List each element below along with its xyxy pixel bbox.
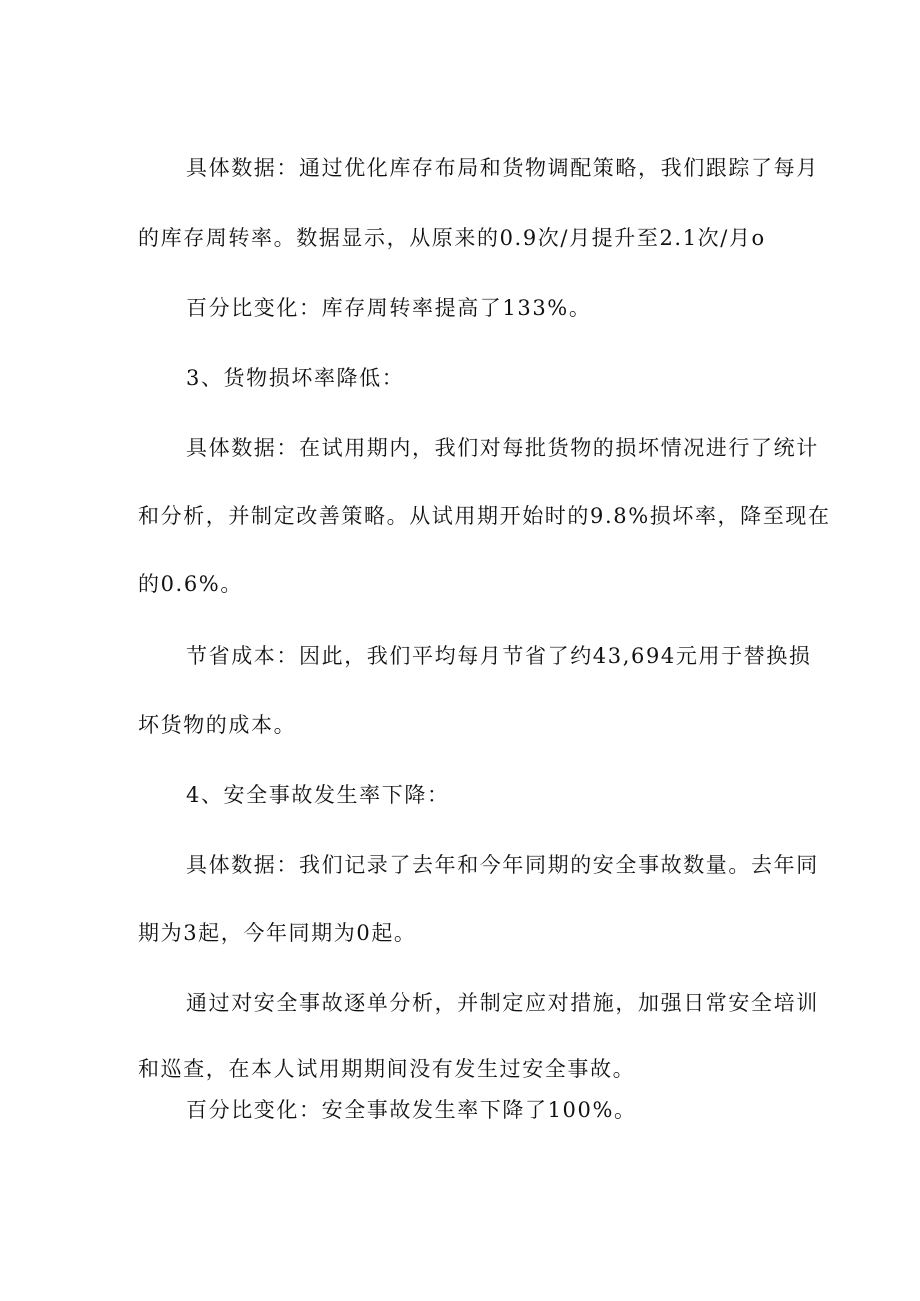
paragraph-line: 百分比变化：库存周转率提高了133%。 bbox=[186, 296, 592, 320]
paragraph-line: 具体数据：我们记录了去年和今年同期的安全事故数量。去年同 bbox=[186, 853, 819, 877]
paragraph-line: 具体数据：在试用期内，我们对每批货物的损坏情况进行了统计 bbox=[186, 436, 819, 460]
section-heading: 4、安全事故发生率下降： bbox=[186, 783, 450, 807]
paragraph-line: 百分比变化：安全事故发生率下降了100%。 bbox=[186, 1098, 637, 1122]
paragraph-line: 的库存周转率。数据显示，从原来的0.9次/月提升至2.1次/月o bbox=[138, 226, 766, 250]
section-heading: 3、货物损坏率降低： bbox=[186, 366, 405, 390]
paragraph-line: 和巡查，在本人试用期期间没有发生过安全事故。 bbox=[138, 1057, 636, 1081]
paragraph-line: 节省成本：因此，我们平均每月节省了约43,694元用于替换损 bbox=[186, 644, 812, 668]
paragraph-line: 期为3起，今年同期为0起。 bbox=[138, 921, 417, 945]
paragraph-line: 坏货物的成本。 bbox=[138, 713, 297, 737]
paragraph-line: 具体数据：通过优化库存布局和货物调配策略，我们跟踪了每月 bbox=[186, 156, 819, 180]
paragraph-line: 和分析，并制定改善策略。从试用期开始时的9.8%损坏率，降至现在 bbox=[138, 504, 831, 528]
paragraph-line: 的0.6%。 bbox=[138, 572, 243, 596]
paragraph-line: 通过对安全事故逐单分析，并制定应对措施，加强日常安全培训 bbox=[186, 991, 819, 1015]
